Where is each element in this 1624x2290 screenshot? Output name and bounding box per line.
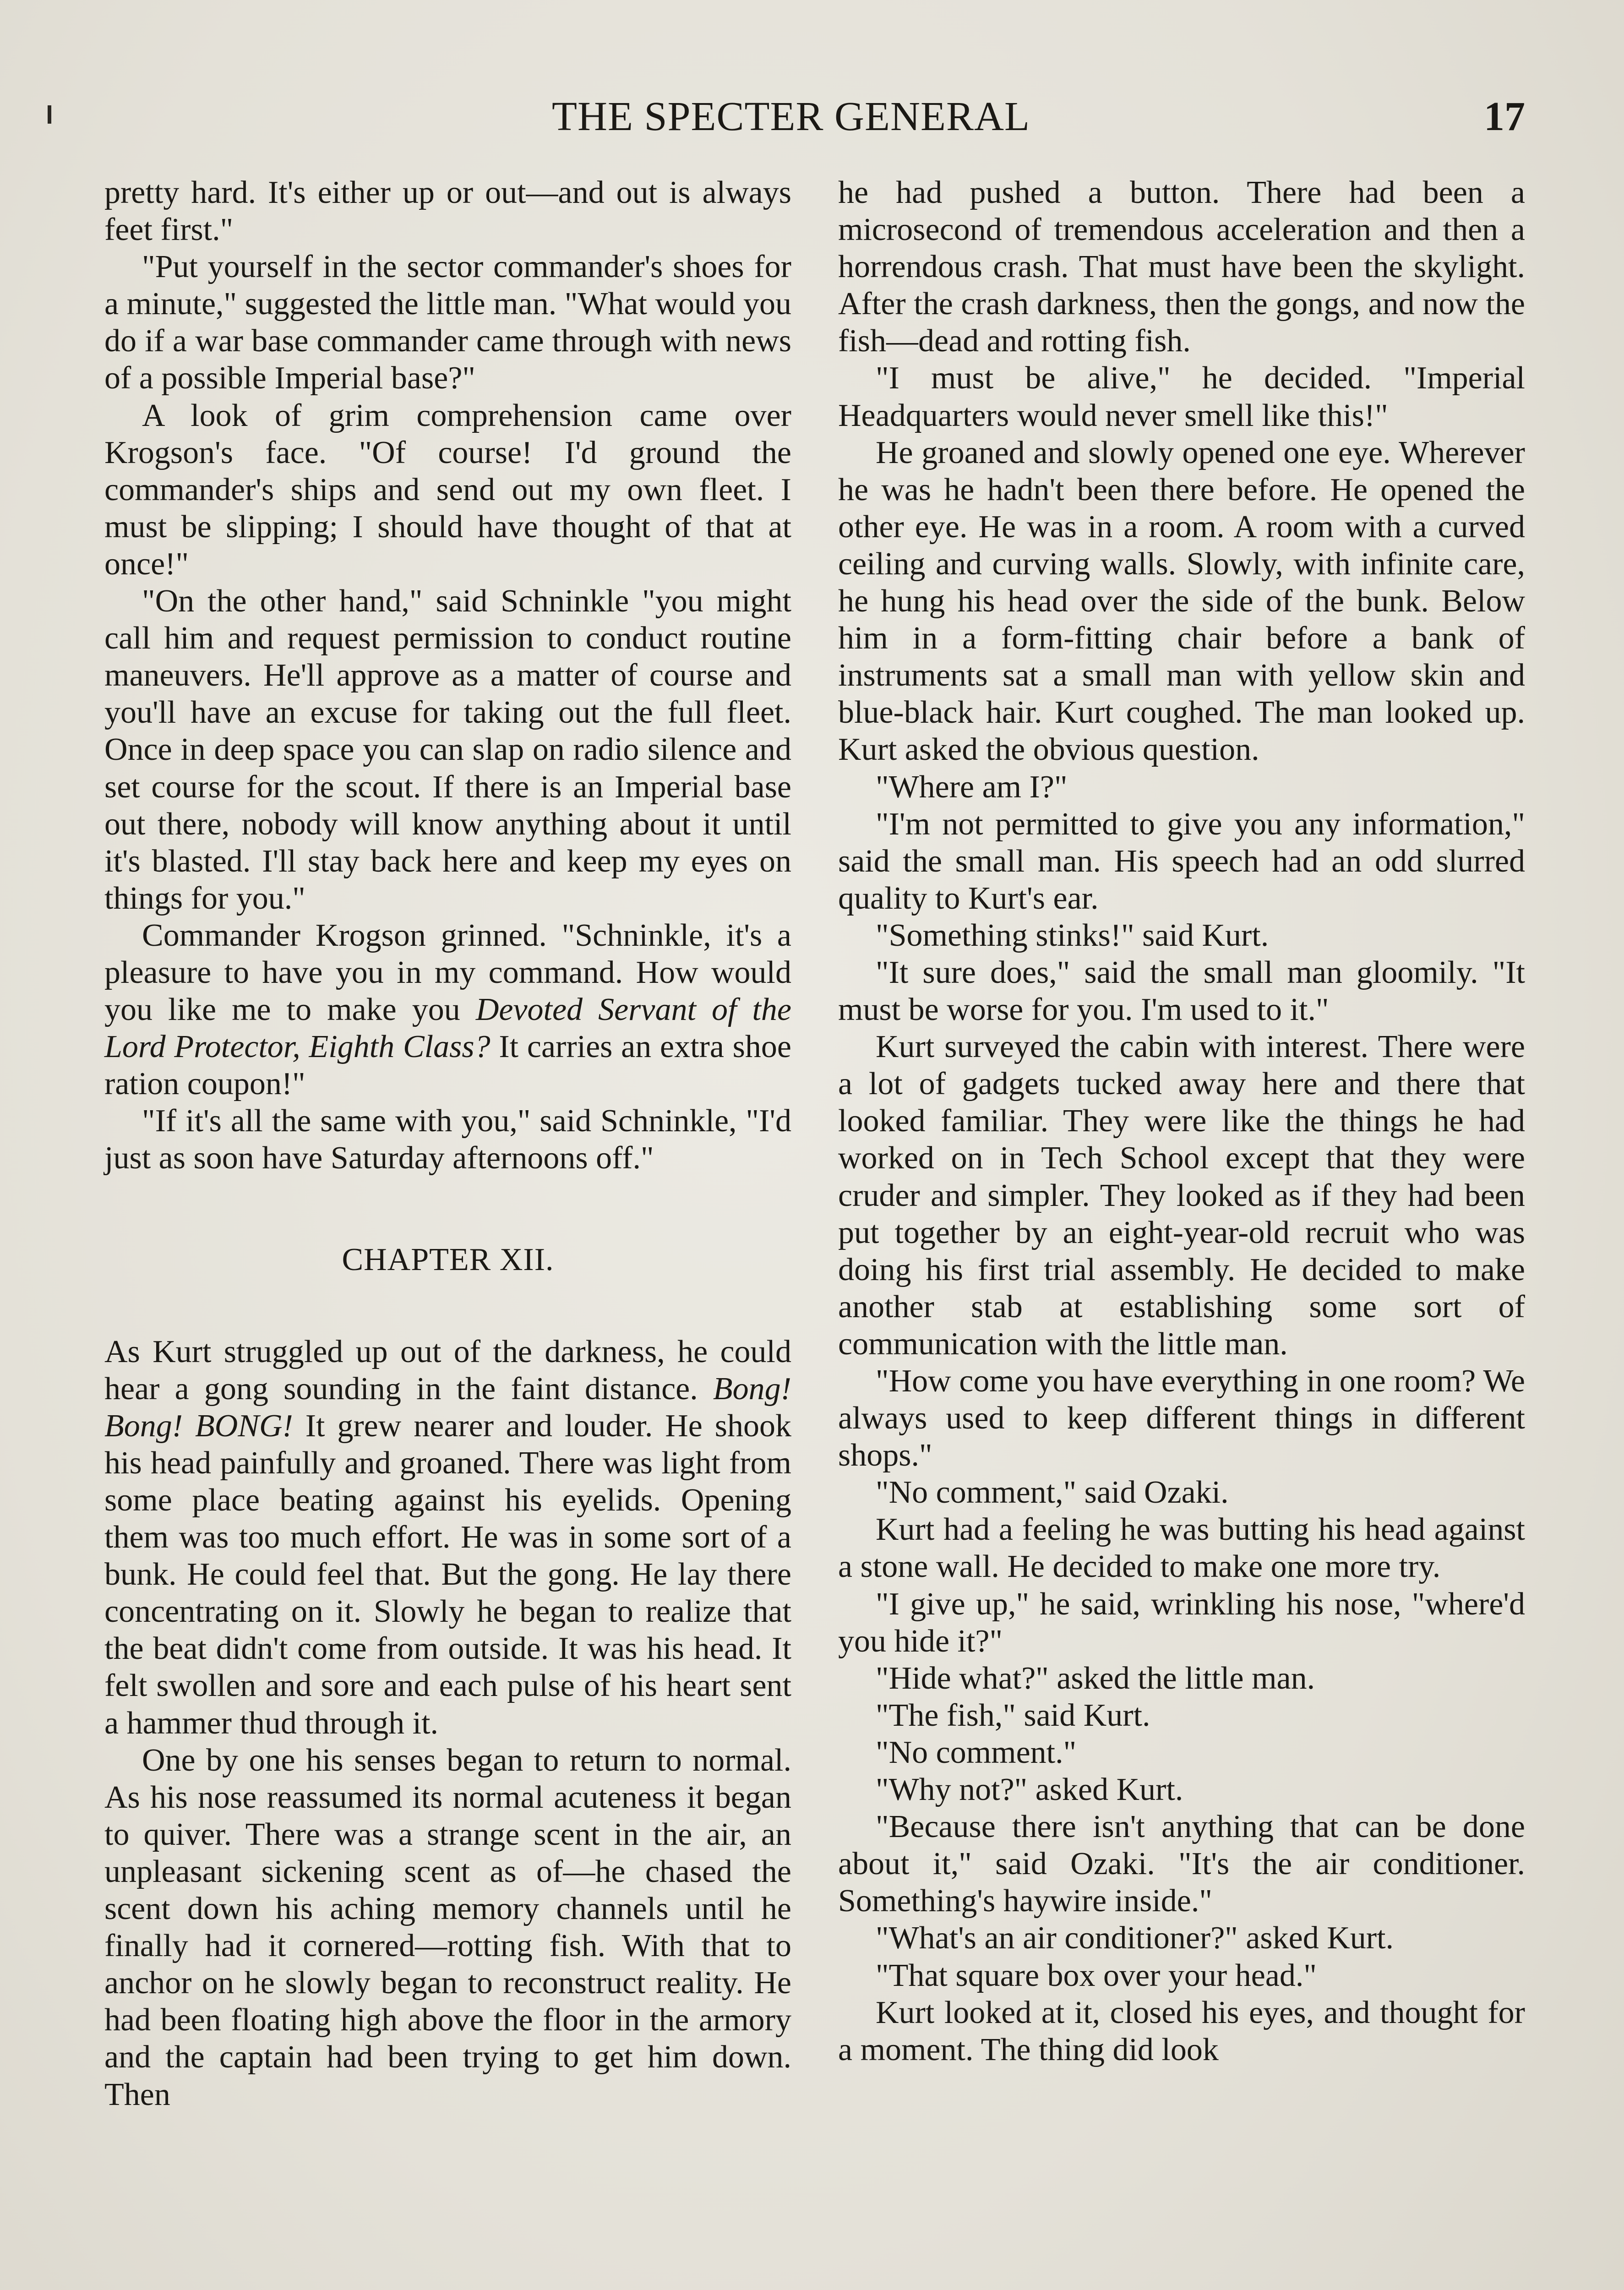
paragraph: "How come you have everything in one room? We always used to keep different things in different shops." bbox=[838, 1363, 1525, 1473]
italic-title: Devoted Servant of the Lord Protector, Eighth Class? bbox=[104, 992, 791, 1065]
paragraph bbox=[104, 917, 791, 1102]
right-column bbox=[838, 174, 1525, 2068]
chapter-heading: CHAPTER XII. bbox=[342, 1242, 554, 1277]
paragraph: He groaned and slowly opened one eye. Wherever he was he hadn't been there before. He opened the other eye. He was in a room. A room with a curved ceiling and curving walls. Slowly, with infinite care, he hung his head over the side of the bunk. Below him in a form-fitting chair before a bank of instruments sat a small man with yellow skin and blue-black hair. Kurt coughed. The man looked up. Kurt asked the obvious question. bbox=[838, 435, 1525, 768]
paragraph bbox=[104, 1333, 791, 1742]
page-edge-mark bbox=[48, 105, 51, 124]
left-column bbox=[104, 174, 791, 2113]
paragraph: "That square box over your head." bbox=[876, 1957, 1317, 1993]
paragraph: Kurt surveyed the cabin with interest. There were a lot of gadgets tucked away here and there that looked familiar. They were like the things he had worked on in Tech School except that they were cruder and simpler. They looked as if they had been put together by an eight-year-old recruit who was doing his first trial assembly. He decided to make another stab at establishing some sort of communication with the little man. bbox=[838, 1029, 1525, 1362]
paragraph-text: It carries an extra shoe ration coupon!" bbox=[104, 1029, 791, 1102]
paragraph: A look of grim comprehension came over Krogson's face. "Of course! I'd ground the commander's ships and send out my own fleet. I must be slipping; I should have thought of that at once!" bbox=[104, 398, 791, 582]
paragraph: "I give up," he said, wrinkling his nose, "where'd you hide it?" bbox=[838, 1586, 1525, 1659]
paragraph: "I must be alive," he decided. "Imperial Headquarters would never smell like this!" bbox=[838, 360, 1525, 433]
paragraph: "Put yourself in the sector commander's shoes for a minute," suggested the little man. "What would you do if a war base commander came through with news of a possible Imperial base?" bbox=[104, 249, 791, 396]
paragraph: "Because there isn't anything that can be done about it," said Ozaki. "It's the air conditioner. Something's haywire inside." bbox=[838, 1809, 1525, 1919]
paragraph: "It sure does," said the small man gloomily. "It must be worse for you. I'm used to it." bbox=[838, 954, 1525, 1028]
italic-sound: Bong! Bong! BONG! bbox=[104, 1371, 791, 1444]
paragraph: "On the other hand," said Schninkle "you might call him and request permission to conduct routine maneuvers. He'll approve as a matter of course and you'll have an excuse for taking out the full fleet. Once in deep space you can slap on radio silence and set course for the scout. If there is an Imperial base out there, nobody will know anything about it until it's blasted. I'll stay back here and keep my eyes on things for you." bbox=[104, 583, 791, 916]
paragraph: "No comment." bbox=[876, 1734, 1077, 1770]
paragraph: One by one his senses began to return to normal. As his nose reassumed its normal acuteness it began to quiver. There was a strange scent in the air, an unpleasant sickening scent as of—he chased the scent down his aching memory channels until he finally had it cornered—rotting fish. With that to anchor on he slowly began to reconstruct reality. He had been floating high above the floor in the armory and the captain had been trying to get him down. Then bbox=[104, 1742, 791, 2112]
paragraph-text: It grew nearer and louder. He shook his head painfully and groaned. There was light from some place beating against his eyelids. Opening them was too much effort. He was in some sort of a bunk. He could feel that. But the gong. He lay there concentrating on it. Slowly he began to realize that the beat didn't come from outside. It was his head. It felt swollen and sore and each pulse of his heart sent a hammer thud through it. bbox=[104, 1408, 791, 1741]
paragraph: "Something stinks!" said Kurt. bbox=[876, 917, 1269, 953]
paragraph: Kurt had a feeling he was butting his head against a stone wall. He decided to make one more try. bbox=[838, 1512, 1525, 1585]
paragraph: "Hide what?" asked the little man. bbox=[876, 1660, 1315, 1696]
paragraph-text: As Kurt struggled up out of the darkness, he could hear a gong sounding in the faint distance. bbox=[104, 1334, 791, 1407]
paragraph: "What's an air conditioner?" asked Kurt. bbox=[876, 1920, 1394, 1956]
paragraph: "If it's all the same with you," said Schninkle, "I'd just as soon have Saturday afternoons off." bbox=[104, 1103, 791, 1176]
paragraph: "I'm not permitted to give you any information," said the small man. His speech had an odd slurred quality to Kurt's ear. bbox=[838, 806, 1525, 916]
paragraph: Kurt looked at it, closed his eyes, and thought for a moment. The thing did look bbox=[838, 1995, 1525, 2067]
paragraph: "The fish," said Kurt. bbox=[876, 1697, 1150, 1733]
paragraph: "Why not?" asked Kurt. bbox=[876, 1772, 1183, 1808]
paragraph: "No comment," said Ozaki. bbox=[876, 1475, 1229, 1510]
paragraph: he had pushed a button. There had been a microsecond of tremendous acceleration and then a horrendous crash. That must have been the skylight. After the crash darkness, then the gongs, and now the fish—dead and rotting fish. bbox=[838, 175, 1525, 359]
paragraph: pretty hard. It's either up or out—and out is always feet first." bbox=[104, 175, 791, 248]
running-head: THE SPECTER GENERAL bbox=[552, 94, 1030, 139]
page-number: 17 bbox=[1484, 94, 1525, 139]
paragraph-text: Commander Krogson grinned. "Schninkle, it's a pleasure to have you in my command. How would you like me to make you bbox=[104, 917, 791, 1028]
paragraph: "Where am I?" bbox=[876, 769, 1068, 805]
